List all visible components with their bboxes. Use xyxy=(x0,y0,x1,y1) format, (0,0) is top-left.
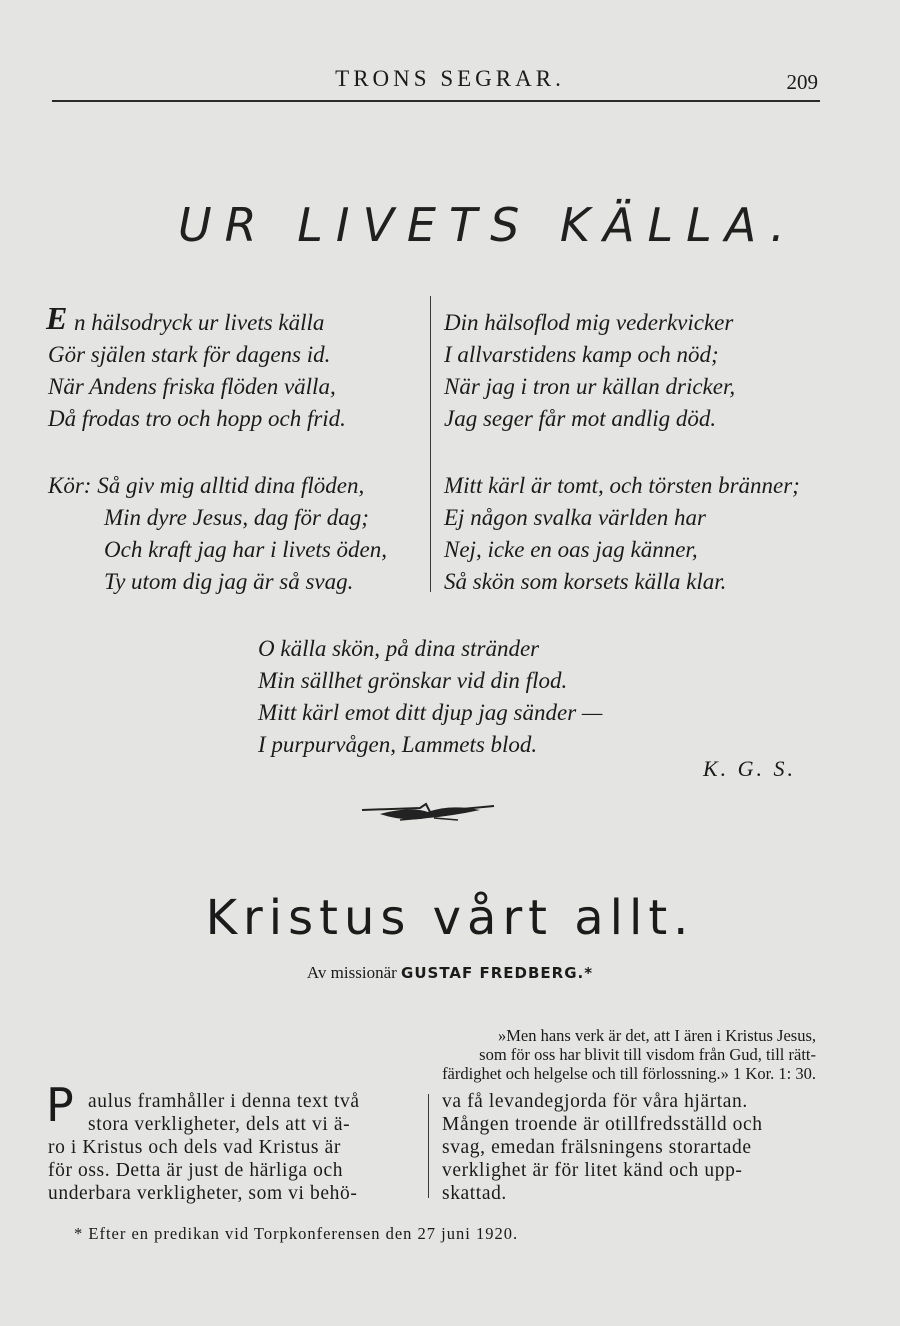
byline xyxy=(0,963,900,983)
poem-line: Kör: Så giv mig alltid dina flöden, xyxy=(48,473,365,498)
body-line: Mången troende är otillfredsställd och xyxy=(442,1114,763,1135)
article-drop-cap: P xyxy=(46,1078,75,1132)
running-title: TRONS SEGRAR. xyxy=(335,66,565,91)
epigraph-line: som för oss har blivit till visdom från Gud, till rätt- xyxy=(479,1045,816,1064)
poem-line: När Andens friska flöden välla, xyxy=(48,374,336,399)
poem-line: Mitt kärl emot ditt djup jag sänder — xyxy=(258,700,603,725)
poem-line: Och kraft jag har i livets öden, xyxy=(104,537,387,562)
epigraph-line: färdighet och helgelse och till förlossning.» 1 Kor. 1: 30. xyxy=(442,1064,816,1083)
body-line: ro i Kristus och dels vad Kristus är xyxy=(48,1137,341,1158)
column-divider xyxy=(430,296,431,592)
poem-line: Så skön som korsets källa klar. xyxy=(444,569,727,594)
page-number: 209 xyxy=(786,70,818,94)
poem-line: Min dyre Jesus, dag för dag; xyxy=(104,505,369,530)
poem-line: Jag seger får mot andlig död. xyxy=(444,406,717,431)
byline-prefix: Av missionär xyxy=(306,963,397,982)
epigraph xyxy=(356,1026,816,1083)
poem-line: Nej, icke en oas jag känner, xyxy=(444,537,698,562)
poem-line: Då frodas tro och hopp och frid. xyxy=(48,406,346,431)
body-line: svag, emedan frälsningens storartade xyxy=(442,1137,752,1158)
body-line: stora verkligheter, dels att vi ä- xyxy=(88,1114,351,1135)
body-line: aulus framhåller i denna text två xyxy=(88,1091,360,1112)
poem-line: Din hälsoflod mig vederkvicker xyxy=(444,310,734,335)
poem-line: När jag i tron ur källan dricker, xyxy=(444,374,736,399)
poem-signature: K. G. S. xyxy=(702,756,796,781)
poem-line: Mitt kärl är tomt, och törsten bränner; xyxy=(444,473,800,498)
body-line: skattad. xyxy=(442,1183,507,1204)
poem-line: Ej någon svalka världen har xyxy=(444,505,706,530)
poem-line: O källa skön, på dina stränder xyxy=(258,636,540,661)
footnote: * Efter en predikan vid Torpkonferensen den 27 juni 1920. xyxy=(74,1224,519,1243)
header-rule xyxy=(52,100,820,102)
body-line: för oss. Detta är just de härliga och xyxy=(48,1160,344,1181)
byline-author: GUSTAF FREDBERG.* xyxy=(401,964,594,982)
poem-drop-cap: E xyxy=(46,300,68,336)
poem-line: I allvarstidens kamp och nöd; xyxy=(444,342,719,367)
epigraph-line: »Men hans verk är det, att I ären i Kristus Jesus, xyxy=(497,1026,816,1045)
body-line: va få levandegjorda för våra hjärtan. xyxy=(442,1091,748,1112)
body-line: underbara verkligheter, som vi behö- xyxy=(48,1183,358,1204)
poem-line: I purpurvågen, Lammets blod. xyxy=(258,732,538,757)
poem-title: UR LIVETS KÄLLA. xyxy=(178,198,798,252)
poem-line: Ty utom dig jag är så svag. xyxy=(104,569,354,594)
body-line: verklighet är för litet känd och upp- xyxy=(442,1160,743,1181)
poem-line: n hälsodryck ur livets källa xyxy=(74,310,325,335)
body-column-divider xyxy=(428,1094,429,1198)
ornament-divider-icon xyxy=(360,796,496,832)
poem-line: Gör själen stark för dagens id. xyxy=(48,342,331,367)
article-title: Kristus vårt allt. xyxy=(205,890,695,946)
poem-line: Min sällhet grönskar vid din flod. xyxy=(258,668,568,693)
